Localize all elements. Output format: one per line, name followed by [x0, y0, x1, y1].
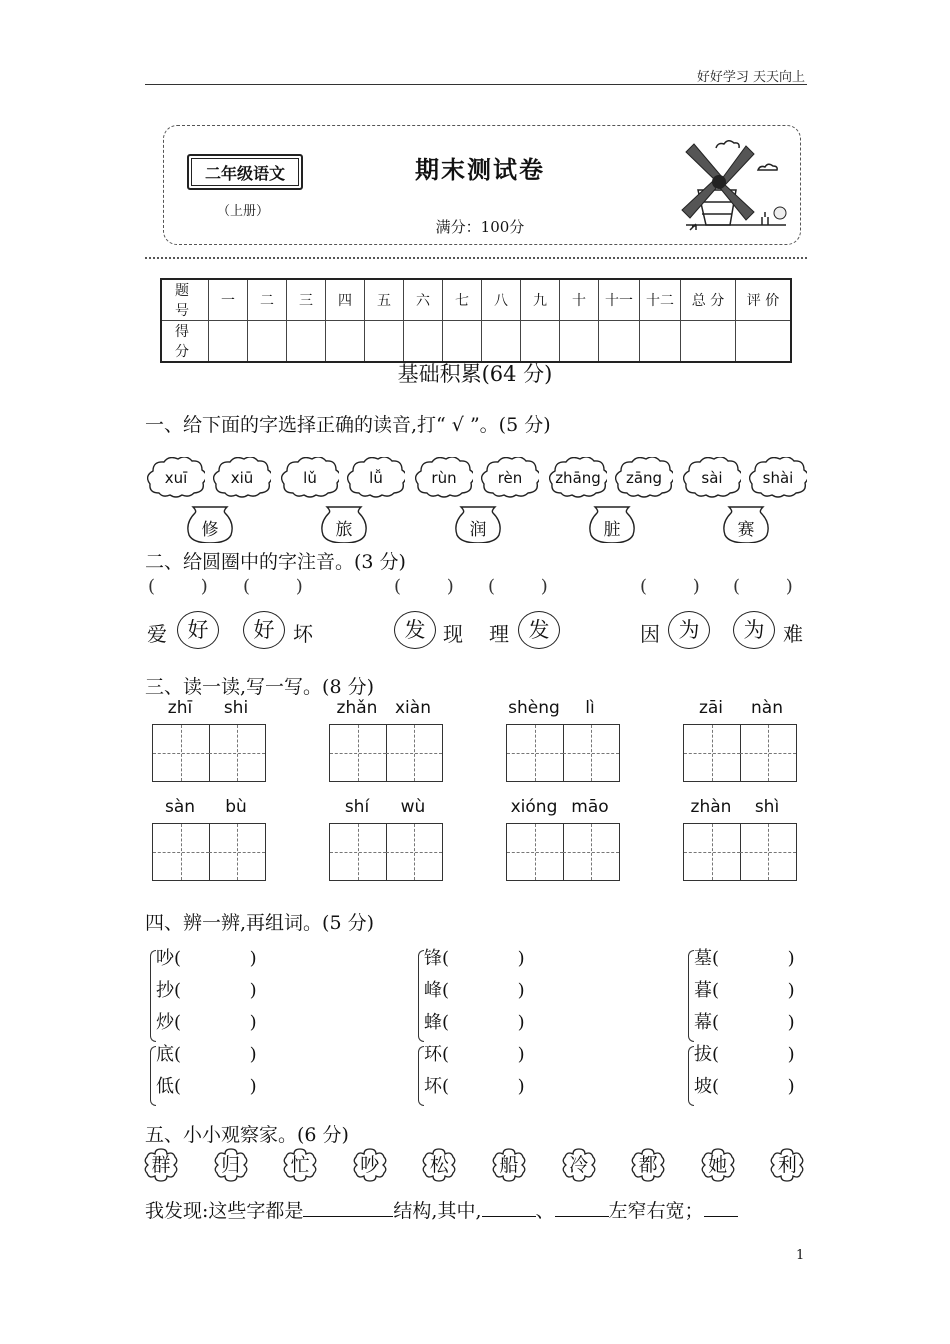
q4-item	[424, 1040, 525, 1066]
q4-item	[694, 976, 795, 1002]
q1-pinyin-text: zhāng	[555, 469, 601, 487]
q4-character: 环	[424, 1044, 442, 1065]
q5-flower-character	[768, 1146, 806, 1184]
grid-guide	[740, 753, 796, 754]
q3-grid-cell[interactable]	[563, 725, 619, 781]
q4-character: 幕	[694, 1012, 712, 1033]
q3-grid-cell[interactable]	[507, 725, 564, 781]
header-motto: 好好学习 天天向上	[696, 70, 805, 85]
q1-pinyin-text: sài	[701, 469, 723, 487]
q4-character: 锋	[424, 948, 442, 969]
score-cell[interactable]	[640, 321, 681, 363]
score-col: 七	[443, 279, 482, 321]
score-col: 一	[209, 279, 248, 321]
score-cell[interactable]	[326, 321, 365, 363]
finding-text: 、	[535, 1200, 555, 1222]
q3-grid-cell[interactable]	[209, 824, 265, 880]
q1-character: 赛	[737, 520, 755, 540]
score-col-total: 总 分	[681, 279, 736, 321]
q5-character: 忙	[290, 1154, 310, 1176]
q2-answer-paren[interactable]: ( )	[640, 576, 700, 597]
score-table-label: 得 分	[161, 321, 209, 363]
q2-answer-paren[interactable]: ( )	[148, 576, 208, 597]
q5-flower-character	[699, 1146, 737, 1184]
score-cell[interactable]	[209, 321, 248, 363]
q4-character: 峰	[424, 980, 442, 1001]
q4-answer-paren[interactable]: ( )	[442, 980, 525, 1001]
q3-grid-cell[interactable]	[684, 824, 741, 880]
q2-circled-character: 好	[243, 611, 285, 649]
q1-pinyin-option[interactable]	[347, 457, 405, 499]
q4-answer-paren[interactable]: ( )	[442, 1044, 525, 1065]
q4-answer-paren[interactable]: ( )	[174, 980, 257, 1001]
score-col: 九	[521, 279, 560, 321]
q2-answer-paren[interactable]: ( )	[488, 576, 548, 597]
grid-guide	[507, 753, 563, 754]
q1-pinyin-text: rùn	[431, 469, 457, 487]
q3-pinyin: māo	[571, 797, 609, 817]
q4-answer-paren[interactable]: ( )	[174, 948, 257, 969]
windmill-illustration	[676, 130, 796, 236]
q1-pinyin-text: shài	[762, 469, 794, 487]
q2-character: 坏	[293, 622, 313, 646]
q2-circled-character: 发	[518, 611, 560, 649]
q4-character: 暮	[694, 980, 712, 1001]
q5-flower-character	[212, 1146, 250, 1184]
q2-circled-character: 为	[733, 611, 775, 649]
q4-item	[156, 944, 257, 970]
q4-item	[156, 1040, 257, 1066]
grid-guide	[740, 852, 796, 853]
q3-grid-cell[interactable]	[330, 824, 387, 880]
q2-answer-paren[interactable]: ( )	[394, 576, 454, 597]
q3-writing-grid[interactable]	[506, 823, 620, 881]
q4-character: 炒	[156, 1012, 174, 1033]
q4-answer-paren[interactable]: ( )	[442, 1012, 525, 1033]
q5-character: 松	[429, 1154, 449, 1176]
q3-pinyin: shí	[344, 797, 370, 817]
q3-pinyin: shèng	[508, 698, 560, 718]
q1-pinyin-option[interactable]	[549, 457, 607, 499]
q2-character: 理	[489, 622, 509, 646]
score-col: 十一	[599, 279, 640, 321]
q4-prompt: 四、辨一辨,再组词。(5 分)	[145, 912, 374, 934]
q5-finding	[145, 1196, 738, 1223]
q3-pinyin: sàn	[164, 797, 196, 817]
finding-text: 我发现:这些字都是	[145, 1200, 304, 1222]
q2-character: 爱	[147, 622, 167, 646]
q1-pinyin-option[interactable]	[481, 457, 539, 499]
q4-answer-paren[interactable]: ( )	[442, 948, 525, 969]
q1-pinyin-text: lǔ	[303, 469, 317, 487]
grid-guide	[330, 852, 386, 853]
q4-character: 坡	[694, 1076, 712, 1097]
q3-pinyin: zhī	[167, 698, 193, 718]
q3-pinyin: xióng	[510, 797, 558, 817]
q4-character: 底	[156, 1044, 174, 1065]
q4-item	[694, 1040, 795, 1066]
q4-answer-paren[interactable]: ( )	[712, 1076, 795, 1097]
q3-grid-cell[interactable]	[740, 725, 796, 781]
q4-answer-paren[interactable]: ( )	[712, 948, 795, 969]
score-cell[interactable]	[521, 321, 560, 363]
q1-pinyin-text: xiū	[230, 469, 254, 487]
q2-circled-character: 好	[177, 611, 219, 649]
header-rule	[145, 84, 807, 85]
q4-item	[156, 1008, 257, 1034]
q1-pinyin-text: lǚ	[369, 469, 383, 487]
volume-label: （上册）	[216, 204, 269, 219]
q1-pot	[721, 503, 771, 543]
q4-item	[694, 1072, 795, 1098]
q3-grid-cell[interactable]	[386, 824, 442, 880]
score-col: 二	[248, 279, 287, 321]
q5-character: 都	[638, 1154, 658, 1176]
q3-pinyin: shi	[223, 698, 249, 718]
q2-character: 现	[443, 622, 463, 646]
grid-guide	[386, 852, 442, 853]
q4-answer-paren[interactable]: ( )	[174, 1076, 257, 1097]
q1-pinyin-option[interactable]	[415, 457, 473, 499]
q1-pinyin-option[interactable]	[147, 457, 205, 499]
score-col: 三	[287, 279, 326, 321]
q4-character: 抄	[156, 980, 174, 1001]
q1-pot	[319, 503, 369, 543]
q3-pinyin: zāi	[698, 698, 724, 718]
q4-answer-paren[interactable]: ( )	[174, 1012, 257, 1033]
score-col: 四	[326, 279, 365, 321]
q1-pinyin-option[interactable]	[281, 457, 339, 499]
q4-item	[694, 944, 795, 970]
grid-guide	[563, 753, 619, 754]
q4-item	[424, 1072, 525, 1098]
score-cell[interactable]	[560, 321, 599, 363]
q2-answer-paren[interactable]: ( )	[243, 576, 303, 597]
q5-character: 吵	[360, 1154, 380, 1176]
q5-flower-character	[420, 1146, 458, 1184]
q4-answer-paren[interactable]: ( )	[442, 1076, 525, 1097]
q5-character: 群	[151, 1154, 171, 1176]
q4-item	[156, 1072, 257, 1098]
q5-flower-character	[560, 1146, 598, 1184]
q2-prompt: 二、给圆圈中的字注音。(3 分)	[145, 551, 406, 573]
q4-item	[156, 976, 257, 1002]
grid-guide	[386, 753, 442, 754]
q3-pinyin: nàn	[751, 698, 783, 718]
q5-character: 船	[499, 1154, 519, 1176]
q3-grid-cell[interactable]	[507, 824, 564, 880]
grid-guide	[507, 852, 563, 853]
q1-prompt: 一、给下面的字选择正确的读音,打“ √ ”。(5 分)	[145, 414, 551, 436]
q3-grid-cell[interactable]	[386, 725, 442, 781]
q5-prompt: 五、小小观察家。(6 分)	[145, 1124, 349, 1146]
q2-circled-character: 发	[394, 611, 436, 649]
grid-guide	[209, 753, 265, 754]
score-cell[interactable]	[287, 321, 326, 363]
finding-text: 左窄右宽；	[608, 1200, 704, 1222]
q3-pinyin: shì	[754, 797, 780, 817]
q4-answer-paren[interactable]: ( )	[712, 1044, 795, 1065]
q1-character: 润	[469, 520, 487, 540]
q4-item	[694, 1008, 795, 1034]
q4-item	[424, 1008, 525, 1034]
q5-flower-character	[281, 1146, 319, 1184]
q1-pinyin-option[interactable]	[749, 457, 807, 499]
grid-guide	[330, 753, 386, 754]
q3-writing-grid[interactable]	[152, 724, 266, 782]
full-marks: 满分：100分	[435, 218, 525, 236]
grid-guide	[684, 852, 740, 853]
grid-guide	[209, 852, 265, 853]
q1-character: 旅	[335, 520, 353, 540]
q5-character: 归	[221, 1154, 241, 1176]
score-table-label: 题 号	[161, 279, 209, 321]
q4-answer-paren[interactable]: ( )	[174, 1044, 257, 1065]
q4-character: 蜂	[424, 1012, 442, 1033]
score-cell[interactable]	[365, 321, 404, 363]
q3-grid-cell[interactable]	[684, 725, 741, 781]
q5-character: 冷	[569, 1154, 589, 1176]
q2-circled-character: 为	[668, 611, 710, 649]
q3-writing-grid[interactable]	[683, 724, 797, 782]
q1-pinyin-text: zāng	[625, 469, 663, 487]
score-col: 六	[404, 279, 443, 321]
q1-pinyin-option[interactable]	[683, 457, 741, 499]
q3-writing-grid[interactable]	[152, 823, 266, 881]
q3-grid-cell[interactable]	[153, 824, 210, 880]
score-cell[interactable]	[443, 321, 482, 363]
q1-character: 脏	[603, 520, 621, 540]
grid-guide	[684, 753, 740, 754]
q3-pinyin: bù	[225, 797, 247, 817]
q4-item	[424, 976, 525, 1002]
score-cell[interactable]	[248, 321, 287, 363]
q4-character: 墓	[694, 948, 712, 969]
q3-writing-grid[interactable]	[506, 724, 620, 782]
score-col: 十二	[640, 279, 681, 321]
score-col: 五	[365, 279, 404, 321]
q5-flower-character	[490, 1146, 528, 1184]
finding-blank[interactable]	[704, 1198, 738, 1217]
score-col-evaluation: 评 价	[736, 279, 792, 321]
grid-guide	[153, 852, 209, 853]
finding-blank[interactable]	[303, 1198, 393, 1217]
score-cell[interactable]	[482, 321, 521, 363]
q1-pot	[185, 503, 235, 543]
q4-character: 吵	[156, 948, 174, 969]
q1-pinyin-text: xuī	[164, 469, 188, 487]
section-heading: 基础积累(64 分)	[397, 362, 553, 386]
q2-character: 因	[640, 622, 660, 646]
score-table-row-header	[161, 279, 791, 321]
q3-pinyin: zhàn	[690, 797, 732, 817]
q1-pot	[453, 503, 503, 543]
q3-grid-cell[interactable]	[330, 725, 387, 781]
score-cell[interactable]	[599, 321, 640, 363]
q2-character: 难	[783, 622, 803, 646]
q3-pinyin: xiàn	[395, 698, 431, 718]
exam-title: 期末测试卷	[415, 156, 545, 184]
q5-character: 她	[708, 1154, 728, 1176]
q3-grid-cell[interactable]	[209, 725, 265, 781]
q3-writing-grid[interactable]	[329, 823, 443, 881]
q4-character: 拔	[694, 1044, 712, 1065]
page-number: 1	[796, 1248, 805, 1263]
q2-answer-paren[interactable]: ( )	[733, 576, 793, 597]
q5-character: 利	[777, 1154, 797, 1176]
score-cell[interactable]	[736, 321, 792, 363]
q3-pinyin: zhǎn	[336, 698, 378, 718]
q4-answer-paren[interactable]: ( )	[712, 980, 795, 1001]
q3-writing-grid[interactable]	[683, 823, 797, 881]
grid-guide	[563, 852, 619, 853]
q4-item	[424, 944, 525, 970]
score-cell[interactable]	[681, 321, 736, 363]
score-col: 十	[560, 279, 599, 321]
score-table	[160, 278, 792, 363]
grade-badge: 二年级语文	[187, 154, 303, 190]
score-cell[interactable]	[404, 321, 443, 363]
dotted-divider	[145, 257, 807, 259]
grid-guide	[153, 753, 209, 754]
finding-blank[interactable]	[555, 1198, 609, 1217]
q3-pinyin: wù	[400, 797, 426, 817]
q3-pinyin: lì	[585, 698, 595, 718]
q3-grid-cell[interactable]	[153, 725, 210, 781]
q5-flower-character	[351, 1146, 389, 1184]
q3-grid-cell[interactable]	[740, 824, 796, 880]
q1-pinyin-option[interactable]	[615, 457, 673, 499]
q1-character: 修	[201, 520, 219, 540]
q3-grid-cell[interactable]	[563, 824, 619, 880]
q5-flower-character	[629, 1146, 667, 1184]
q4-character: 低	[156, 1076, 174, 1097]
q3-prompt: 三、读一读,写一写。(8 分)	[145, 676, 374, 698]
q3-writing-grid[interactable]	[329, 724, 443, 782]
finding-blank[interactable]	[482, 1198, 536, 1217]
q5-flower-character	[142, 1146, 180, 1184]
q4-answer-paren[interactable]: ( )	[712, 1012, 795, 1033]
q1-pinyin-text: rèn	[497, 469, 523, 487]
q1-pinyin-option[interactable]	[213, 457, 271, 499]
finding-text: 结构,其中,	[393, 1200, 482, 1222]
score-table-row-score	[161, 321, 791, 363]
score-col: 八	[482, 279, 521, 321]
q4-character: 坏	[424, 1076, 442, 1097]
q1-pot	[587, 503, 637, 543]
